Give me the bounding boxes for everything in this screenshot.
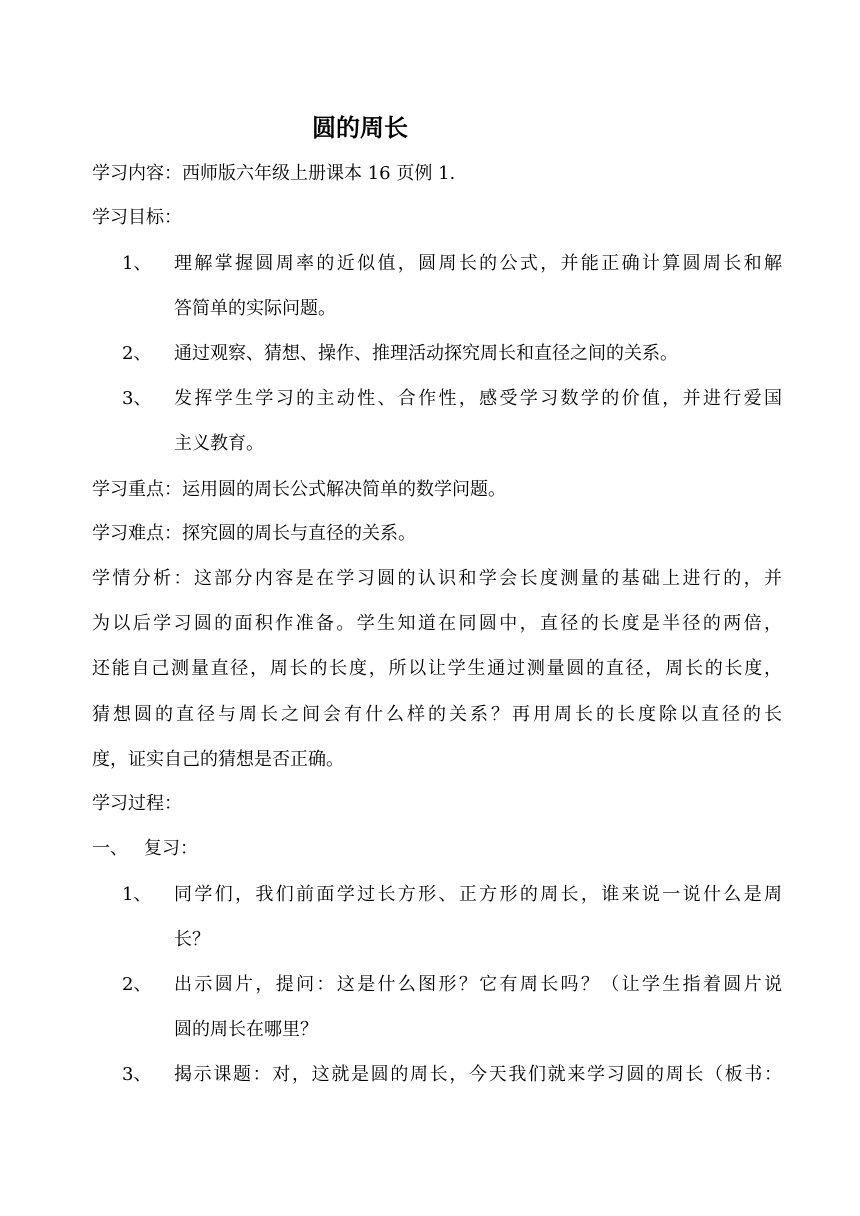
review-1-text-cont: 长？ xyxy=(174,929,210,950)
section-one-label: 复习： xyxy=(144,838,198,859)
review-2-text-cont: 圆的周长在哪里？ xyxy=(174,1019,318,1040)
goal-2-text: 通过观察、猜想、操作、推理活动探究周长和直径之间的关系。 xyxy=(174,343,678,364)
analysis-line: 猜想圆的直径与周长之间会有什么样的关系？再用周长的长度除以直径的长 xyxy=(92,704,782,725)
review-1-text: 同学们，我们前面学过长方形、正方形的周长，谁来说一说什么是周 xyxy=(174,884,782,905)
goal-3-text-cont: 主义教育。 xyxy=(174,433,264,454)
key-point: 学习重点：运用圆的周长公式解决简单的数学问题。 xyxy=(92,479,506,500)
section-one-number: 一、 xyxy=(92,838,128,859)
page-title: 圆的周长 xyxy=(312,114,408,142)
analysis-line: 还能自己测量直径，周长的长度，所以让学生通过测量圆的直径，周长的长度， xyxy=(92,658,782,679)
goal-3-text: 发挥学生学习的主动性、合作性，感受学习数学的价值，并进行爱国 xyxy=(174,388,782,409)
goal-3-number: 3、 xyxy=(122,388,152,409)
review-1-number: 1、 xyxy=(122,884,152,905)
goal-1-number: 1、 xyxy=(122,253,152,274)
learning-content: 学习内容：西师版六年级上册课本 16 页例 1. xyxy=(92,163,456,184)
analysis-line: 度，证实自己的猜想是否正确。 xyxy=(92,749,344,770)
goals-heading: 学习目标： xyxy=(92,207,182,228)
analysis-line: 为以后学习圆的面积作准备。学生知道在同圆中，直径的长度是半径的两倍， xyxy=(92,613,782,634)
analysis-line: 学情分析：这部分内容是在学习圆的认识和学会长度测量的基础上进行的，并 xyxy=(92,568,782,589)
review-2-text: 出示圆片，提问：这是什么图形？它有周长吗？（让学生指着圆片说 xyxy=(174,974,782,995)
goal-2-number: 2、 xyxy=(122,343,152,364)
difficulty: 学习难点：探究圆的周长与直径的关系。 xyxy=(92,523,416,544)
process-heading: 学习过程： xyxy=(92,793,182,814)
review-2-number: 2、 xyxy=(122,974,152,995)
review-3-number: 3、 xyxy=(122,1064,152,1085)
goal-1-text: 理解掌握圆周率的近似值，圆周长的公式，并能正确计算圆周长和解 xyxy=(174,253,782,274)
review-3-text: 揭示课题：对，这就是圆的周长，今天我们就来学习圆的周长（板书： xyxy=(174,1064,782,1085)
goal-1-text-cont: 答简单的实际问题。 xyxy=(174,298,336,319)
